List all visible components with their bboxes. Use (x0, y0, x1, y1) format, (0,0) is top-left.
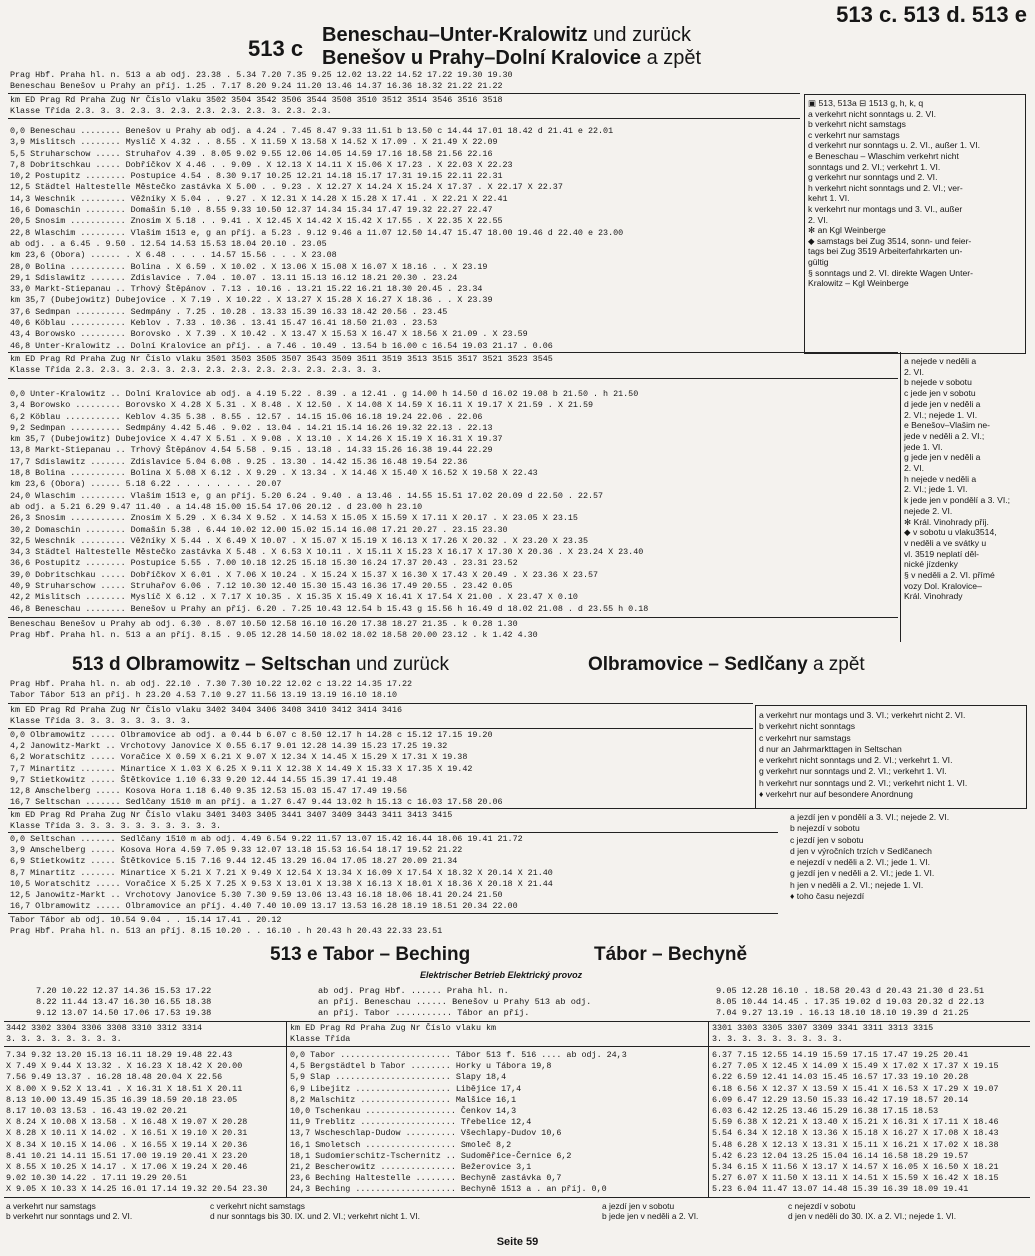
row: 0,0 Seltschan ....... Sedlčany 1510 m ab odj. 4.49 6.54 9.22 11.57 13.07 15.42 16.44 18.06 19.41 21.72 (10, 834, 523, 844)
note: ✻ Král. Vinohrady příj. (904, 516, 989, 527)
note: 2. VI.; nejede 1. VI. (904, 409, 978, 420)
row: 16,7 Olbramowitz ..... Olbramovice an příj. 4.40 7.40 10.09 13.17 13.53 16.28 18.19 18.51 20.34 22.00 (10, 901, 518, 912)
row: 43,4 Borowsko ......... Borovsko . X 7.39 . X 10.42 . X 13.47 X 15.53 X 16.47 X 18.56 X 21.09 . X 23.59 (10, 329, 528, 340)
row: 6.18 6.56 X 12.37 X 13.59 X 15.41 X 16.53 X 17.29 X 19.07 (712, 1083, 999, 1094)
electric-operation: Elektrischer Betrieb Elektrický provoz (420, 970, 583, 980)
row: 5.59 6.38 X 12.21 X 13.40 X 15.21 X 16.31 X 17.11 X 18.46 (712, 1117, 999, 1128)
note: k jede jen v pondělí a 3. VI.; (904, 495, 1011, 506)
title-de-sub: und zurück (587, 24, 692, 46)
row: 16,1 Smoletsch .................. Smoleč 8,2 (290, 1139, 512, 1150)
section-513e-title (270, 944, 470, 966)
row: X 8.24 X 10.08 X 13.58 . X 16.48 X 19.07 X 20.28 (6, 1117, 248, 1128)
note: ♦ verkehrt nur auf besondere Anordnung (759, 789, 913, 800)
note: d verkehrt nur sonntags u. 2. VI., außer 1. VI. (808, 140, 980, 151)
note: a jezdí jen v pondělí a 3. VI.; nejede 2. VI. (790, 812, 950, 822)
title-cz-main: Benešov u Prahy–Dolní Kralovice (322, 47, 642, 69)
row: 22,8 Wlaschim ......... Vlašim 1513 e, g an příj. a 5.23 . 9.12 9.46 a 11.07 12.50 14.47 15.47 18.00 19.46 d 22.40 e 23.00 (10, 227, 624, 238)
note: b verkehrt nicht sonntags (759, 721, 856, 732)
section-513e-title-cz (594, 944, 747, 966)
s513d-dir2-colhead (10, 810, 452, 831)
rule (4, 1021, 1030, 1022)
row: 5.27 6.07 X 11.50 X 13.11 X 14.51 X 15.59 X 16.42 X 18.15 (712, 1173, 999, 1184)
note: a nejede v neděli a (904, 356, 977, 366)
s513e-right-rows (712, 1050, 998, 1196)
s513e-notes-de-b (210, 1201, 420, 1222)
note: ▣ 513, 513a ⊟ 1513 g, h, k, q (808, 98, 924, 108)
row: 3. 3. 3. 3. 3. 3. 3. 3. (6, 1033, 122, 1044)
row: 4,2 Janowitz-Markt .. Vrchotovy Janovice X 0.55 6.17 9.01 12.28 14.39 15.23 17.25 19.32 (10, 741, 448, 752)
row: 33,0 Markt-Stiepanau .. Trhový Štěpánov . 7.13 . 10.16 . 13.21 15.22 16.21 18.30 20.45 . 23.34 (10, 284, 483, 295)
rule (900, 352, 901, 642)
rule (8, 352, 898, 353)
s513e-head-right (716, 986, 984, 1019)
row: 8.22 11.44 13.47 16.30 16.55 18.38 (36, 997, 212, 1007)
s513c-notes-de (808, 98, 980, 289)
section-513d-title-cz (588, 654, 865, 676)
note: h verkehrt nicht sonntags und 2. VI.; ver- (808, 182, 963, 193)
title-cz-main: Olbramovice – Sedlčany (588, 654, 808, 675)
note: g verkehrt nur sonntags und 2. VI. (808, 172, 938, 183)
row: 11,9 Treblitz ................... Třebelice 12,4 (290, 1117, 532, 1128)
note: d jede jen v neděli a (904, 398, 981, 409)
rule (708, 1021, 709, 1197)
row: Klasse Třída 3. 3. 3. 3. 3. 3. 3. 3. (10, 715, 191, 726)
row: X 8.34 X 10.15 X 14.06 . X 16.55 X 19.14 X 20.36 (6, 1139, 248, 1150)
row: 6,9 Stietkowitz ..... Štětkovice 5.15 7.16 9.44 12.45 13.29 16.04 17.05 18.27 20.09 21.34 (10, 856, 458, 867)
note: ◆ samstags bei Zug 3514, sonn- und feier- (808, 235, 972, 246)
s513d-notes-de (759, 710, 967, 800)
s513e-right-colhead (712, 1023, 933, 1045)
note: e Benešov–Vlašim ne- (904, 420, 990, 431)
note: d nur sonntags bis 30. IX. und 2. VI.; verkehrt nicht 1. VI. (210, 1211, 420, 1222)
section-513c-title-de (322, 24, 691, 47)
row: 7.34 9.32 13.20 15.13 16.11 18.29 19.48 22.43 (6, 1050, 233, 1060)
row: 30,2 Domaschin ........ Domašín 5.38 . 6.44 10.02 12.00 15.02 15.14 16.08 17.21 20.27 . 23.15 23.30 (10, 524, 508, 535)
row: 0,0 Tabor ...................... Tábor 513 f. 516 .... ab odj. 24,3 (290, 1050, 627, 1060)
note: vl. 3519 neplatí děl- (904, 548, 980, 559)
row: ab odj. . a 6.45 . 9.50 . 12.54 14.53 15.53 18.04 20.10 . 23.05 (10, 238, 327, 249)
row: 8,7 Minartitz ....... Minartice X 5.21 X 7.21 X 9.49 X 12.54 X 13.34 X 16.09 X 17.54 X 18.32 X 20.14 X 21.40 (10, 867, 553, 878)
row: 6,9 Libejitz ................... Libějice 17,4 (290, 1083, 522, 1094)
row: 5,9 Slap ....................... Slapy 18,4 (290, 1072, 507, 1083)
note: a jezdí jen v sobotu (602, 1201, 675, 1211)
row: 29,1 Sdislawitz ....... Zdislavice . 7.04 . 10.07 . 13.11 15.13 16.12 18.21 20.30 . 23.24 (10, 272, 458, 283)
note: c verkehrt nur samstags (808, 129, 900, 140)
rule (8, 617, 898, 618)
title-cz-sub: a zpět (807, 654, 865, 675)
row: 23,6 Beching Haltestelle ........ Bechyně zastávka 0,7 (290, 1173, 562, 1184)
row: 0,0 Unter-Kralowitz .. Dolní Kralovice ab odj. a 4.19 5.22 . 8.39 . a 12.41 . g 14.00 h 14.50 d 16.02 19.08 b 21.50 . h 21.50 (10, 389, 639, 399)
section-513c-title-cz (322, 47, 701, 70)
row: 42,2 Mislitsch ........ Myslíč X 6.12 . X 7.17 X 10.35 . X 15.35 X 15.49 X 16.41 X 17.54 X 21.00 . X 23.47 X 0.10 (10, 592, 578, 603)
row: 8.05 10.44 14.45 . 17.35 19.02 d 19.03 20.32 d 22.13 (716, 997, 985, 1007)
row: ab odj. a 5.21 6.29 9.47 11.40 . a 14.48 15.00 15.54 17.06 20.12 . d 23.00 h 23.10 (10, 501, 423, 512)
row: 40,6 Köblau ........... Keblov . 7.33 . 10.36 . 13.41 15.47 16.41 18.50 21.03 . 23.53 (10, 318, 438, 329)
row: 28,0 Bolina ........... Bolina . X 6.59 . X 10.02 . X 13.06 X 15.08 X 16.07 X 18.16 . . X 23.19 (10, 261, 488, 272)
row: 3,9 Mislitsch ........ Myslíč X 4.32 . . 8.55 . X 11.59 X 13.58 X 14.52 X 17.09 . X 21.49 X 22.09 (10, 137, 498, 148)
page-footer: Seite 59 (496, 1236, 539, 1248)
note: d jen v neděli do 30. IX. a 2. VI.; nejede 1. VI. (788, 1211, 957, 1222)
rule (8, 118, 800, 119)
row: 3. 3. 3. 3. 3. 3. 3. 3. 3. (712, 1033, 843, 1044)
note: b jede jen v neděli a 2. VI. (602, 1211, 699, 1222)
note: e verkehrt nicht sonntags und 2. VI.; verkehrt 1. VI. (759, 755, 953, 766)
row: 5.54 6.34 X 12.18 X 13.36 X 15.18 X 16.27 X 17.08 X 18.43 (712, 1128, 999, 1139)
rule (8, 913, 778, 914)
row: km ED Prag Rd Praha Zug Nr Číslo vlaku km (290, 1023, 497, 1033)
row: 24,0 Wlaschim ......... Vlašim 1513 e, g an příj. 5.20 6.24 . 9.40 . a 13.46 . 14.55 15.51 17.02 20.09 d 22.50 . 22.57 (10, 490, 604, 501)
rule (286, 1021, 287, 1197)
title-cz: Tábor – Bechyně (594, 944, 748, 965)
row: 7.20 10.22 12.37 14.36 15.53 17.22 (36, 986, 212, 996)
row: 5.48 6.28 X 12.13 X 13.31 X 15.11 X 16.21 X 17.02 X 18.38 (712, 1139, 999, 1150)
s513d-notes-cz (790, 812, 949, 902)
row: 14,3 Weschnik ......... Věžníky X 5.04 . . 9.27 . X 12.31 X 14.28 X 15.28 X 17.41 . X 22.21 X 22.41 (10, 193, 508, 204)
note: Kralowitz – Kgl Weinberge (808, 278, 909, 289)
row: 6.09 6.47 12.29 13.50 15.33 16.42 17.19 18.57 20.14 (712, 1094, 969, 1105)
row: 36,6 Postupitz ........ Postupice 5.55 . 7.00 10.18 12.25 15.18 15.30 16.24 17.37 20.43 . 23.31 23.52 (10, 558, 518, 569)
row: X 7.49 X 9.44 X 13.32 . X 16.23 X 18.42 X 20.00 (6, 1061, 243, 1072)
note: 2. VI. (904, 463, 925, 474)
row: 6.22 6.59 12.41 14.03 15.45 16.57 17.33 19.10 20.28 (712, 1072, 969, 1083)
row: 12,8 Amschelberg ..... Kosova Hora 1.18 6.40 9.35 12.53 15.03 15.47 17.49 19.56 (10, 786, 408, 797)
row: 46,8 Unter-Kralowitz .. Dolní Kralovice an příj. . a 7.46 . 10.49 . 13.54 b 16.00 c 16.54 19.03 21.17 . 0.06 (10, 340, 553, 351)
note: kehrt 1. VI. (808, 193, 850, 204)
row: 9,2 Sedmpan .......... Sedmpány 4.42 5.46 . 9.02 . 13.04 . 14.21 15.14 16.26 19.32 22.13 . 22.13 (10, 422, 493, 433)
rule (8, 832, 778, 833)
row: 6.37 7.15 12.55 14.19 15.59 17.15 17.47 19.25 20.41 (712, 1050, 969, 1060)
row: km ED Prag Rd Praha Zug Nr Číslo vlaku 3502 3504 3542 3506 3544 3508 3510 3512 3514 3546 3516 3518 (10, 95, 503, 105)
note: 2. VI. (808, 214, 829, 225)
row: 7,8 Dobritschkau ..... Dobříčkov X 4.46 . . 9.09 . X 12.13 X 14.11 X 15.06 X 17.23 . X 22.03 X 22.23 (10, 159, 513, 170)
row: 34,3 Städtel Haltestelle Městečko zastávka X 5.48 . X 6.53 X 10.11 . X 15.11 X 15.23 X 16.17 X 17.30 X 20.36 . X 23.24 X 23.40 (10, 547, 644, 558)
row: ab odj. Prag Hbf. ...... Praha hl. n. (318, 986, 509, 996)
note: h jen v neděli a 2. VI.; nejede 1. VI. (790, 879, 924, 890)
note: nické jízdenky (904, 559, 958, 570)
s513e-mid-colhead (290, 1023, 496, 1045)
rule (8, 93, 800, 94)
s513d-dir1-rows (10, 730, 503, 808)
row: an příj. Beneschau ...... Benešov u Prahy 513 ab odj. (318, 997, 592, 1007)
rule (8, 808, 778, 809)
rule (4, 1197, 1030, 1198)
s513e-notes-de-a (6, 1201, 132, 1222)
note: ♦ toho času nejezdí (790, 891, 865, 902)
s513e-mid-rows (290, 1050, 627, 1196)
note: d nur an Jahrmarkttagen in Seltschan (759, 743, 902, 754)
row: 18,1 Sudomierschitz-Tschernitz .. Sudoměřice-Černice 6,2 (290, 1150, 572, 1161)
row: X 9.05 X 10.33 X 14.25 16.01 17.14 19.32 20.54 23.30 (6, 1184, 268, 1195)
note: § sonntags und 2. VI. direkte Wagen Unter- (808, 267, 973, 278)
row: 10,5 Woratschitz ..... Voračice X 5.25 X 7.25 X 9.53 X 13.01 X 13.38 X 16.13 X 18.01 X 18.36 X 20.18 X 21.44 (10, 878, 553, 889)
row: km 23,6 (Obora) ...... 5.18 6.22 . . . . . . . . 20.07 (10, 479, 282, 490)
row: 10,0 Tschenkau .................. Čenkov 14,3 (290, 1106, 517, 1117)
row: 6.27 7.05 X 12.45 X 14.09 X 15.49 X 17.02 X 17.37 X 19.15 (712, 1061, 999, 1072)
note: sonntags und 2. VI.; verkehrt 1. VI. (808, 161, 941, 172)
row: 4,5 Bergstädtel b Tabor ........ Horky u Tábora 19,8 (290, 1061, 552, 1072)
row: 9.02 10.30 14.22 . 17.11 19.29 20.51 (6, 1173, 187, 1184)
section-513c-number: 513 c (248, 36, 304, 61)
row: Prag Hbf. Praha hl. n. 513 an příj. 8.15 10.20 . . 16.10 . h 20.43 h 20.43 22.33 23.51 (10, 925, 443, 936)
row: 3,4 Borowsko ......... Borovsko X 4.28 X 5.31 . X 8.48 . X 12.50 . X 14.08 X 14.59 X 16.11 X 19.17 X 21.59 . X 21.59 (10, 400, 593, 411)
note: tags bei Zug 3519 Arbeiterfahrkarten un- (808, 246, 963, 257)
note: v neděli a ve svátky u (904, 537, 987, 548)
row: 5.34 6.15 X 11.56 X 13.17 X 14.57 X 16.05 X 16.50 X 18.21 (712, 1162, 999, 1173)
row: 5.23 6.04 11.47 13.07 14.48 15.39 16.39 18.09 19.41 (712, 1184, 969, 1195)
row: 7,7 Minartitz ....... Minartice X 1.03 X 6.25 X 9.11 X 12.38 X 14.49 X 15.33 X 17.35 X 19.42 (10, 763, 473, 774)
note: vozy Dol. Kralovice– (904, 580, 982, 591)
row: Prag Hbf. Praha hl. n. 513 a an příj. 8.15 . 9.05 12.28 14.50 18.02 18.02 18.58 20.00 23.12 . k 1.42 4.30 (10, 629, 538, 640)
row: km ED Prag Rd Praha Zug Nr Číslo vlaku 3402 3404 3406 3408 3410 3412 3414 3416 (10, 705, 403, 715)
row: 16,6 Domaschin ........ Domašín 5.10 . 8.55 9.33 10.50 12.37 14.34 15.34 17.47 19.32 22.27 22.47 (10, 205, 493, 216)
note: a verkehrt nur samstags (6, 1201, 96, 1211)
title-cz-sub: a zpět (641, 47, 702, 69)
row: 21,2 Bescherowitz ............... Bežerovice 3,1 (290, 1162, 532, 1173)
row: 18,8 Bolina ........... Bolina X 5.08 X 6.12 . X 9.29 . X 13.34 . X 14.46 X 15.40 X 16.52 X 19.58 X 22.43 (10, 468, 538, 479)
row: 0,0 Olbramowitz ..... Olbramovice ab odj. a 0.44 b 6.07 c 8.50 12.17 h 14.28 c 15.12 17.15 19.20 (10, 730, 493, 740)
title-main: 513 e Tabor – Beching (270, 944, 471, 965)
rule (8, 703, 753, 704)
s513d-head (10, 679, 412, 700)
note: k verkehrt nur montags und 3. VI., außer (808, 203, 963, 214)
note: c verkehrt nur samstags (759, 732, 851, 743)
note: e Beneschau – Wlaschim verkehrt nicht (808, 150, 959, 161)
row: 9.05 12.28 16.10 . 18.58 20.43 d 20.43 21.30 d 23.51 (716, 986, 985, 996)
note: ✻ an Kgl Weinberge (808, 225, 886, 236)
note: g jede jen v neděli a (904, 452, 981, 463)
row: 12,5 Städtel Haltestelle Městečko zastávka X 5.00 . . 9.23 . X 12.27 X 14.24 X 15.24 X 17.37 . X 22.17 X 22.37 (10, 182, 563, 193)
row: 12,5 Janowitz-Markt .. Vrchotovy Janovice 5.30 7.30 9.59 13.06 13.43 16.18 18.06 18.41 20.24 21.50 (10, 890, 503, 901)
note: § v neděli a 2. VI. přímé (904, 570, 995, 581)
row: Tabor Tábor ab odj. 10.54 9.04 . . 15.14 17.41 . 20.12 (10, 915, 282, 925)
s513e-left-rows (6, 1050, 267, 1196)
row: km 35,7 (Dubejowitz) Dubejovice X 4.47 X 5.51 . X 9.08 . X 13.10 . X 14.26 X 15.19 X 16.31 X 19.37 (10, 434, 503, 445)
row: 9,7 Stietkowitz ..... Štětkovice 1.10 6.33 9.20 12.44 14.55 15.39 17.41 19.48 (10, 774, 397, 785)
note: Král. Vinohrady (904, 591, 963, 602)
s513d-dir2-rows (10, 834, 553, 912)
row: 3,9 Amschelberg ..... Kosova Hora 4.59 7.05 9.33 12.07 13.18 15.53 16.54 18.17 19.52 21.22 (10, 845, 463, 856)
note: b verkehrt nicht samstags (808, 119, 906, 130)
row: 5,5 Struharschow ..... Struhařov 4.39 . 8.05 9.02 9.55 12.06 14.05 14.59 17.16 18.58 21.56 22.16 (10, 148, 493, 159)
s513d-dir1-colhead (10, 705, 402, 726)
s513c-notes-cz (904, 356, 1010, 602)
row: 6.03 6.42 12.25 13.46 15.29 16.38 17.15 18.53 (712, 1106, 939, 1117)
note: g verkehrt nur sonntags und 2. VI.; verkehrt 1. VI. (759, 766, 947, 777)
note: e nejezdí v neděli a 2. VI.; jede 1. VI. (790, 857, 930, 868)
note: c jede jen v sobotu (904, 388, 976, 399)
note: c nejezdí v sobotu (788, 1201, 856, 1211)
row: Prag Hbf. Praha hl. n. ab odj. 22.10 . 7.30 7.30 10.22 12.02 c 13.22 14.35 17.22 (10, 679, 413, 689)
s513e-notes-cz-b (788, 1201, 956, 1222)
note: ◆ v sobotu u vlaku3514, (904, 527, 997, 538)
row: 13,7 Wscheschlap-Dudow .......... Všechlapy-Dudov 10,6 (290, 1128, 562, 1139)
s513e-notes-cz-a (602, 1201, 698, 1222)
row: Prag Hbf. Praha hl. n. 513 a ab odj. 23.38 . 5.34 7.20 7.35 9.25 12.02 13.22 14.52 17.22 19.30 19.30 (10, 70, 513, 80)
row: 3301 3303 3305 3307 3309 3341 3311 3313 3315 (712, 1023, 934, 1033)
row: 16,7 Seltschan ....... Sedlčany 1510 m an příj. a 1.27 6.47 9.44 13.02 h 15.13 c 16.03 17.58 20.06 (10, 797, 503, 808)
note: c verkehrt nicht samstags (210, 1201, 305, 1211)
row: 0,0 Beneschau ........ Benešov u Prahy ab odj. a 4.24 . 7.45 8.47 9.33 11.51 b 13.50 c 14.44 17.01 18.42 d 21.41 e 22.01 (10, 126, 614, 136)
row: km 23,6 (Obora) ...... . X 6.48 . . . . 14.57 15.56 . . . X 23.08 (10, 250, 337, 261)
row: an příj. Tabor ........... Tábor an příj. (318, 1008, 530, 1018)
s513c-dir2-rows (10, 389, 648, 615)
s513c-dir1-rows (10, 126, 623, 352)
row: 13,8 Markt-Stiepanau .. Trhový Štěpánov 4.54 5.58 . 9.15 . 13.18 . 14.33 15.26 16.38 19.44 22.29 (10, 445, 493, 456)
note: jede 1. VI. (904, 441, 943, 452)
row: 37,6 Sedmpan .......... Sedmpány . 7.25 . 10.28 . 13.33 15.39 16.33 18.42 20.56 . 23.45 (10, 306, 448, 317)
note: a verkehrt nur montags und 3. VI.; verkehrt nicht 2. VI. (759, 710, 966, 720)
row: 9.12 13.07 14.50 17.06 17.53 19.38 (36, 1008, 212, 1018)
row: 46,8 Beneschau ........ Benešov u Prahy an příj. 6.20 . 7.25 10.43 12.54 b 15.43 g 15.56 h 16.49 d 18.02 21.08 . d 23.55 h 0.18 (10, 603, 649, 614)
row: 39,0 Dobritschkau ..... Dobříčkov X 6.01 . X 7.06 X 10.24 . X 15.24 X 15.37 X 16.30 X 17.43 X 20.49 . X 23.36 X 23.57 (10, 569, 599, 580)
section-513d-title (72, 654, 449, 676)
s513e-left-colhead (6, 1023, 202, 1045)
s513e-head-mid (318, 986, 591, 1019)
row: Klasse Třída 2.3. 3. 3. 2.3. 3. 2.3. 2.3. 2.3. 2.3. 3. 2.3. 2.3. (10, 105, 332, 116)
row: 8.41 10.21 14.11 15.51 17.00 19.19 20.41 X 23.20 (6, 1150, 248, 1161)
s513c-dir1-head (10, 70, 513, 91)
row: 17,7 Sdislawitz ....... Zdislavice 5.04 6.08 . 9.25 . 13.30 . 14.42 15.36 16.48 19.54 22.36 (10, 456, 468, 467)
row: 40,9 Struharschow ..... Struhařov 6.06 . 7.12 10.30 12.40 15.30 15.43 16.36 17.49 20.55 . 23.42 0.05 (10, 581, 513, 592)
note: jede v neděli a 2. VI.; (904, 430, 985, 441)
row: 6,2 Köblau ........... Keblov 4.35 5.38 . 8.55 . 12.57 . 14.15 15.06 16.18 19.24 22.06 . 22.06 (10, 411, 483, 422)
note: 2. VI.; jede 1. VI. (904, 484, 968, 495)
row: 20,5 Snosim ........... Znosim X 5.18 . . 9.41 . X 12.45 X 14.42 X 15.42 X 17.55 . X 22.35 X 22.55 (10, 216, 503, 227)
row: Tabor Tábor 513 an příj. h 23.20 4.53 7.10 9.27 11.56 13.19 13.19 16.10 18.10 (10, 689, 397, 700)
s513c-dir2-foot (10, 619, 538, 640)
note: h verkehrt nur sonntags und 2. VI.; verkehrt nicht 1. VI. (759, 777, 968, 788)
row: 8.17 10.03 13.53 . 16.43 19.02 20.21 (6, 1106, 187, 1117)
row: km 35,7 (Dubejowitz) Dubejovice . X 7.19 . X 10.22 . X 13.27 X 15.28 X 16.27 X 18.36 . . X 23.39 (10, 295, 493, 306)
row: 24,3 Beching .................... Bechyně 1513 a . an příj. 0,0 (290, 1184, 607, 1195)
page-header-right: 513 c. 513 d. 513 e (836, 2, 1027, 27)
note: b nejezdí v sobotu (790, 823, 860, 834)
row: Klasse Třída 2.3. 2.3. 3. 2.3. 3. 2.3. 2.3. 2.3. 2.3. 2.3. 2.3. 2.3. 3. 3. (10, 364, 382, 375)
note: b verkehrt nur sonntags und 2. VI. (6, 1211, 133, 1222)
row: X 8.00 X 9.52 X 13.41 . X 16.31 X 18.51 X 20.11 (6, 1083, 243, 1094)
row: 10,2 Postupitz ........ Postupice 4.54 . 8.30 9.17 10.25 12.21 14.18 15.17 17.31 19.15 22.11 22.31 (10, 171, 503, 182)
note: nejede 2. VI. (904, 505, 953, 516)
row: Klasse Třída (290, 1033, 351, 1044)
row: 7.56 9.49 13.37 . 16.28 18.48 20.04 X 22.56 (6, 1072, 223, 1083)
row: 3442 3302 3304 3306 3308 3310 3312 3314 (6, 1023, 203, 1033)
row: 5.42 6.23 12.04 13.25 15.04 16.14 16.58 18.29 19.57 (712, 1150, 969, 1161)
title-de-main: Beneschau–Unter-Kralowitz (322, 24, 588, 46)
note: a verkehrt nicht sonntags u. 2. VI. (808, 108, 937, 119)
title-de-main: 513 d Olbramowitz – Seltschan (72, 654, 351, 675)
note: 2. VI. (904, 366, 925, 377)
row: 7.04 9.27 13.19 . 16.13 18.10 18.10 19.39 d 21.25 (716, 1008, 969, 1018)
s513c-dir2-colhead (10, 354, 553, 375)
row: 8,2 Malschitz .................. Malšice 16,1 (290, 1094, 517, 1105)
rule (8, 378, 898, 379)
s513d-dir2-foot (10, 915, 442, 936)
s513e-head-left (36, 986, 211, 1019)
row: 26,3 Snosim ........... Znosim X 5.29 . X 6.34 X 9.52 . X 14.53 X 15.05 X 15.59 X 17.11 X 20.17 . X 23.05 X 23.15 (10, 513, 578, 524)
note: gültig (808, 256, 829, 267)
rule (4, 1046, 1030, 1047)
row: 32,5 Weschnik ......... Věžníky X 5.44 . X 6.49 X 10.07 . X 15.07 X 15.19 X 16.13 X 17.26 X 20.32 . X 23.20 X 23.35 (10, 535, 588, 546)
row: X 8.55 X 10.25 X 14.17 . X 17.06 X 19.24 X 20.46 (6, 1162, 248, 1173)
row: 6,2 Woratschitz ..... Voračice X 0.59 X 6.21 X 9.07 X 12.34 X 14.45 X 15.29 X 17.31 X 19.38 (10, 752, 468, 763)
note: d jen v výročních trzích v Sedlčanech (790, 845, 932, 856)
row: km ED Prag Rd Praha Zug Nr Číslo vlaku 3501 3503 3505 3507 3543 3509 3511 3519 3513 3515 3517 3521 3523 3545 (10, 354, 553, 364)
note: c jezdí jen v sobotu (790, 834, 864, 845)
note: b nejede v sobotu (904, 377, 972, 388)
row: 8.13 10.00 13.49 15.35 16.39 18.59 20.18 23.05 (6, 1094, 238, 1105)
row: X 8.28 X 10.11 X 14.02 . X 16.51 X 19.10 X 20.31 (6, 1128, 248, 1139)
row: Beneschau Benešov u Prahy ab odj. 6.30 . 8.07 10.50 12.58 16.10 16.20 17.38 18.27 21.35 . k 0.28 1.30 (10, 619, 518, 629)
row: Klasse Třída 3. 3. 3. 3. 3. 3. 3. 3. 3. 3. (10, 820, 222, 831)
note: g jezdí jen v neděli a 2. VI.; jede 1. VI. (790, 868, 935, 879)
note: h nejede v neděli a (904, 473, 977, 484)
row: Beneschau Benešov u Prahy an příj. 1.25 . 7.17 8.20 9.24 11.20 13.46 14.37 16.36 18.32 21.22 21.22 (10, 80, 503, 91)
row: km ED Prag Rd Praha Zug Nr Číslo vlaku 3401 3403 3405 3441 3407 3409 3443 3411 3413 3415 (10, 810, 453, 820)
rule (8, 728, 753, 729)
title-de-sub: und zurück (350, 654, 449, 675)
s513c-dir1-colhead (10, 95, 503, 116)
